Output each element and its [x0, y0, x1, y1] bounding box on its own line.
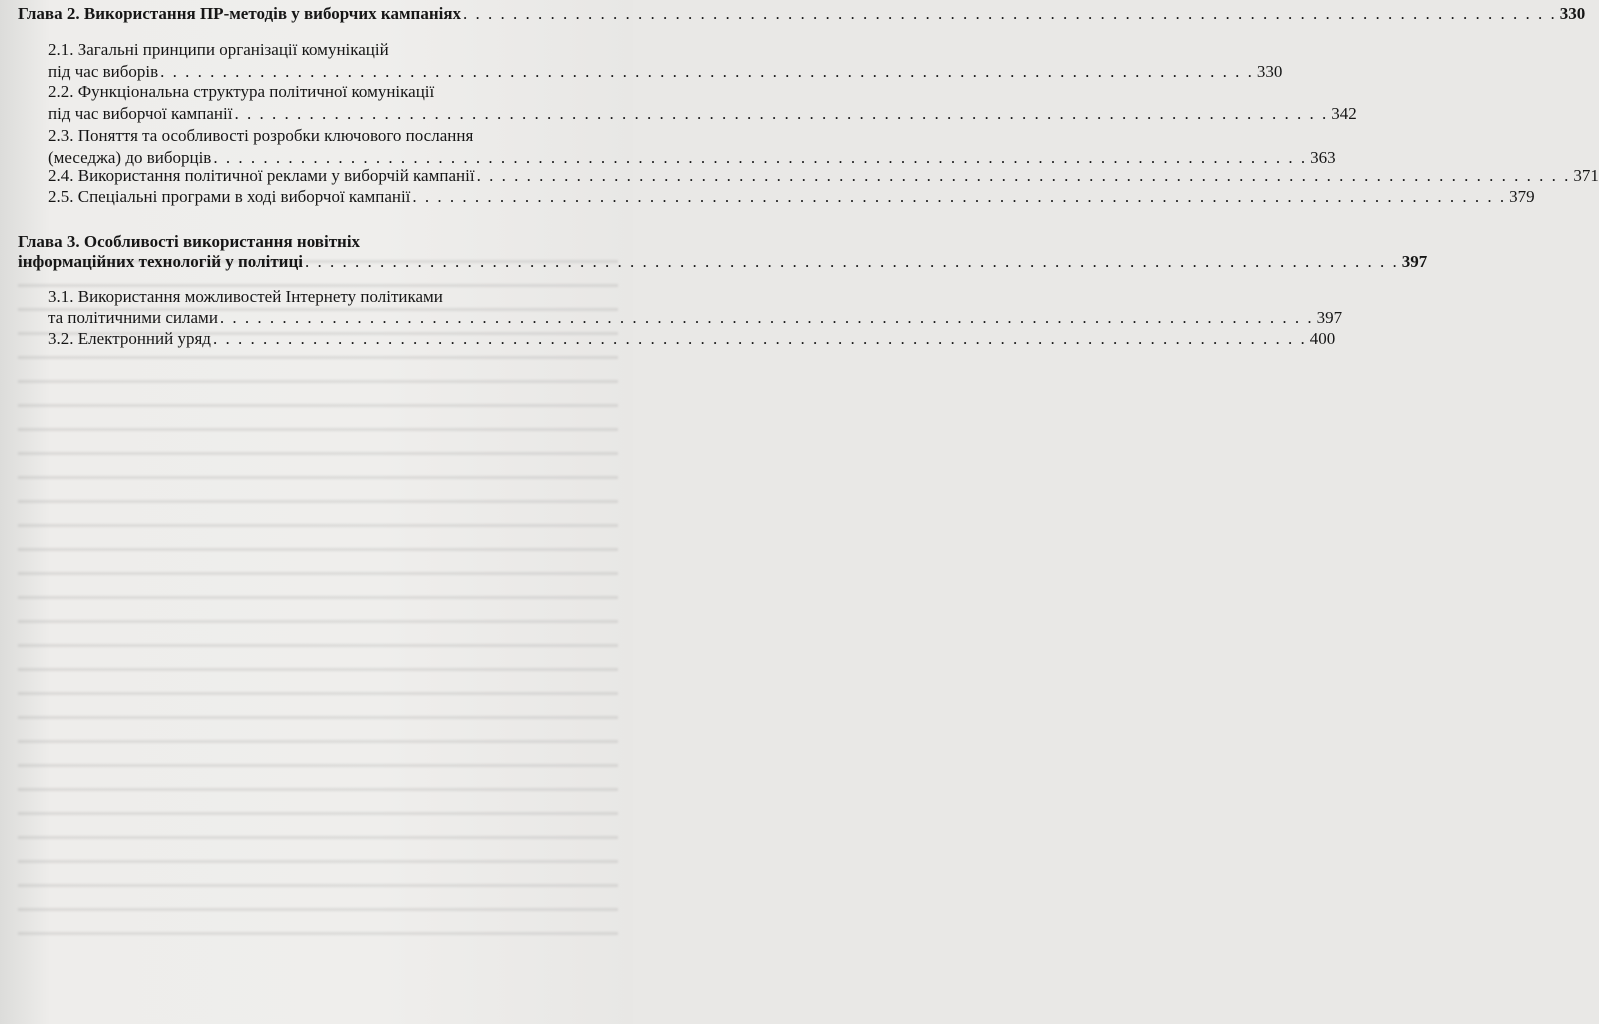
dot-leader: . . . . . . . . . . . . . . . . . . . . . . . . . . . . . . . . . . . . . . . . . . . . . . . . . . . . . . . . . . . . . . . . . . . . . . . . . . . . . . . . . . . . . . . . [160, 62, 1254, 81]
dot-leader: . . . . . . . . . . . . . . . . . . . . . . . . . . . . . . . . . . . . . . . . . . . . . . . . . . . . . . . . . . . . . . . . . . . . . . . . . . . . . . . . . . . . . . . . [219, 308, 1314, 327]
dot-leader: . . . . . . . . . . . . . . . . . . . . . . . . . . . . . . . . . . . . . . . . . . . . . . . . . . . . . . . . . . . . . . . . . . . . . . . . . . . . . . . . . . . . . . . . [476, 166, 1571, 185]
toc-section-2-3-line1: 2.3. Поняття та особливості розробки ключового послання [48, 126, 474, 145]
chapter-3-title-line1: Глава 3. Особливості використання новітніх [18, 232, 361, 251]
dot-leader: . . . . . . . . . . . . . . . . . . . . . . . . . . . . . . . . . . . . . . . . . . . . . . . . . . . . . . . . . . . . . . . . . . . . . . . . . . . . . . . . . . . . . . . . [412, 187, 1507, 206]
section-2-3-line2: (меседжа) до виборців [48, 148, 212, 167]
toc-chapter-3 [18, 252, 1428, 272]
toc-section-2-5 [48, 187, 1535, 207]
dot-leader: . . . . . . . . . . . . . . . . . . . . . . . . . . . . . . . . . . . . . . . . . . . . . . . . . . . . . . . . . . . . . . . . . . . . . . . . . . . . . . . . . . . . . . . . [212, 329, 1307, 348]
chapter-3-title-line2: інформаційних технологій у політиці [18, 252, 303, 271]
toc-section-3-2 [48, 329, 1336, 349]
dot-leader: . . . . . . . . . . . . . . . . . . . . . . . . . . . . . . . . . . . . . . . . . . . . . . . . . . . . . . . . . . . . . . . . . . . . . . . . . . . . . . . . . . . . . . . . [213, 148, 1308, 167]
section-2-2-line2: під час виборчої кампанії [48, 104, 233, 123]
toc-section-3-1-line1: 3.1. Використання можливостей Інтернету політиками [48, 287, 443, 306]
section-2-5-page: 379 [1509, 187, 1535, 206]
section-2-4-title: 2.4. Використання політичної реклами у виборчій кампанії [48, 166, 475, 185]
chapter-2-title: Глава 2. Використання ПР-методів у виборчих кампаніях [18, 4, 462, 23]
toc-section-2-2-line1: 2.2. Функціональна структура політичної комунікації [48, 82, 435, 101]
toc-section-2-1 [48, 62, 1283, 82]
section-2-3-page: 363 [1310, 148, 1336, 167]
toc-section-2-1-line1: 2.1. Загальні принципи організації комунікацій [48, 40, 389, 59]
section-3-2-title: 3.2. Електронний уряд [48, 329, 211, 348]
section-3-2-page: 400 [1309, 329, 1336, 348]
toc-chapter-2 [18, 4, 1586, 24]
toc-section-2-3 [48, 148, 1336, 168]
section-2-1-line2: під час виборів [48, 62, 159, 81]
section-2-1-page: 330 [1256, 62, 1283, 81]
section-3-1-page: 397 [1316, 308, 1343, 327]
section-3-1-line2: та політичними силами [48, 308, 218, 327]
toc-section-2-4 [48, 166, 1599, 186]
section-2-5-title: 2.5. Спеціальні програми в ході виборчої кампанії [48, 187, 411, 206]
toc-section-2-2 [48, 104, 1357, 124]
dot-leader: . . . . . . . . . . . . . . . . . . . . . . . . . . . . . . . . . . . . . . . . . . . . . . . . . . . . . . . . . . . . . . . . . . . . . . . . . . . . . . . . . . . . . . . . [234, 104, 1329, 123]
bleed-through-text [18, 250, 618, 950]
chapter-3-page: 397 [1401, 252, 1428, 271]
section-2-2-page: 342 [1331, 104, 1357, 123]
section-2-4-page: 371 [1573, 166, 1599, 185]
toc-section-3-1 [48, 308, 1343, 328]
chapter-2-page: 330 [1559, 4, 1586, 23]
dot-leader: . . . . . . . . . . . . . . . . . . . . . . . . . . . . . . . . . . . . . . . . . . . . . . . . . . . . . . . . . . . . . . . . . . . . . . . . . . . . . . . . . . . . . . . . [463, 4, 1557, 23]
dot-leader: . . . . . . . . . . . . . . . . . . . . . . . . . . . . . . . . . . . . . . . . . . . . . . . . . . . . . . . . . . . . . . . . . . . . . . . . . . . . . . . . . . . . . . . . [305, 252, 1399, 271]
